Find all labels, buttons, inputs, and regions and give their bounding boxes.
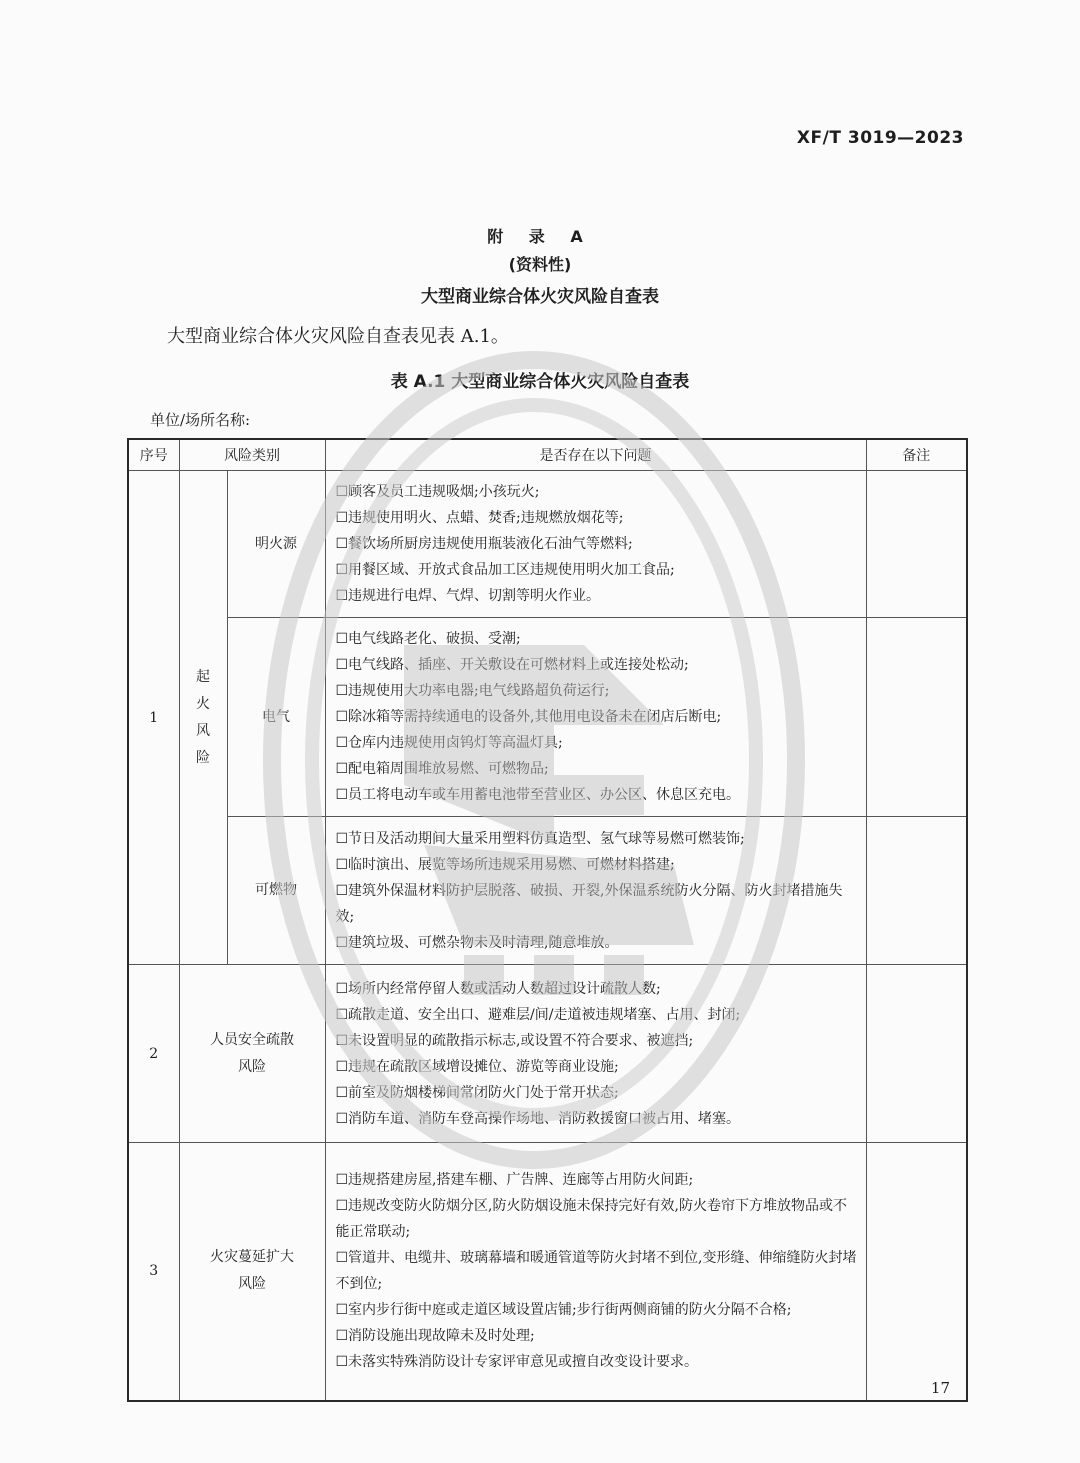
check-item: ☐违规搭建房屋,搭建车棚、广告牌、连廊等占用防火间距;	[335, 1172, 694, 1189]
header-remark: 备注	[866, 439, 967, 471]
check-item: ☐室内步行街中庭或走道区域设置店铺;步行街两侧商铺的防火分隔不合格;	[335, 1302, 792, 1319]
table-row	[128, 1143, 967, 1401]
check-items	[325, 1143, 866, 1401]
check-item: ☐餐饮场所厨房违规使用瓶装液化石油气等燃料;	[335, 536, 633, 552]
appendix-title: 附 录 A	[487, 227, 593, 246]
standard-code: XF/T 3019—2023	[796, 128, 964, 148]
check-items	[325, 471, 866, 618]
check-item: ☐消防设施出现故障未及时处理;	[335, 1328, 535, 1345]
remark-cell	[866, 965, 967, 1143]
header-question: 是否存在以下问题	[325, 439, 866, 471]
unit-name-label: 单位/场所名称:	[150, 411, 251, 429]
check-item: ☐电气线路老化、破损、受潮;	[335, 631, 521, 647]
check-item: ☐违规使用明火、点蜡、焚香;违规燃放烟花等;	[335, 510, 624, 526]
check-item: ☐违规在疏散区域增设摊位、游览等商业设施;	[335, 1058, 619, 1075]
page-number: 17	[930, 1379, 950, 1397]
risk-category: 人员安全疏散 风险	[179, 965, 325, 1143]
check-item: ☐违规改变防火防烟分区,防火防烟设施未保持完好有效,防火卷帘下方堆放物品或不能正常联动;	[335, 1198, 847, 1241]
check-item: ☐员工将电动车或车用蓄电池带至营业区、办公区、休息区充电。	[335, 787, 741, 803]
table-row	[128, 618, 967, 817]
check-item: ☐疏散走道、安全出口、避难层/间/走道被违规堵塞、占用、封闭;	[335, 1006, 741, 1023]
check-item: ☐配电箱周围堆放易燃、可燃物品;	[335, 761, 549, 777]
check-item: ☐建筑垃圾、可燃杂物未及时清理,随意堆放。	[335, 934, 619, 951]
row-seq: 1	[128, 471, 179, 965]
row-seq: 2	[128, 965, 179, 1143]
intro-paragraph: 大型商业综合体火灾风险自查表见表 A.1。	[167, 326, 509, 347]
check-item: ☐未落实特殊消防设计专家评审意见或擅自改变设计要求。	[335, 1354, 699, 1371]
check-item: ☐电气线路、插座、开关敷设在可燃材料上或连接处松动;	[335, 657, 689, 673]
check-item: ☐顾客及员工违规吸烟;小孩玩火;	[335, 484, 540, 500]
check-item: ☐仓库内违规使用卤钨灯等高温灯具;	[335, 735, 563, 751]
check-item: ☐违规进行电焊、气焊、切割等明火作业。	[335, 588, 601, 604]
check-item: ☐建筑外保温材料防护层脱落、破损、开裂,外保温系统防火分隔、防火封堵措施失效;	[335, 882, 843, 925]
risk-subcategory: 可燃物	[227, 817, 325, 965]
table-header-row	[128, 439, 967, 471]
check-item: ☐违规使用大功率电器;电气线路超负荷运行;	[335, 683, 610, 699]
check-item: ☐前室及防烟楼梯间常闭防火门处于常开状态;	[335, 1084, 619, 1101]
table-row	[128, 965, 967, 1143]
risk-category-vertical: 起 火 风 险	[179, 471, 227, 965]
check-item: ☐管道井、电缆井、玻璃幕墙和暖通管道等防火封堵不到位,变形缝、伸缩缝防火封堵不到位;	[335, 1250, 857, 1293]
check-item: ☐临时演出、展览等场所违规采用易燃、可燃材料搭建;	[335, 856, 675, 873]
check-item: ☐未设置明显的疏散指示标志,或设置不符合要求、被遮挡;	[335, 1032, 694, 1049]
check-items	[325, 817, 866, 965]
table-row	[128, 817, 967, 965]
remark-cell	[866, 1143, 967, 1401]
table-row	[128, 471, 967, 618]
appendix-name: 大型商业综合体火灾风险自查表	[421, 287, 659, 307]
risk-checklist-table	[127, 438, 968, 1402]
check-items	[325, 965, 866, 1143]
check-items	[325, 618, 866, 817]
check-item: ☐用餐区域、开放式食品加工区违规使用明火加工食品;	[335, 562, 675, 578]
header-seq: 序号	[128, 439, 179, 471]
table-caption: 表 A.1 大型商业综合体火灾风险自查表	[390, 372, 690, 392]
header-category: 风险类别	[179, 439, 325, 471]
remark-cell	[866, 817, 967, 965]
risk-subcategory: 电气	[227, 618, 325, 817]
check-item: ☐场所内经常停留人数或活动人数超过设计疏散人数;	[335, 980, 661, 997]
risk-category: 火灾蔓延扩大 风险	[179, 1143, 325, 1401]
risk-subcategory: 明火源	[227, 471, 325, 618]
check-item: ☐除冰箱等需持续通电的设备外,其他用电设备未在闭店后断电;	[335, 709, 722, 725]
row-seq: 3	[128, 1143, 179, 1401]
appendix-type: (资料性)	[508, 255, 572, 274]
remark-cell	[866, 618, 967, 817]
check-item: ☐节日及活动期间大量采用塑料仿真造型、氢气球等易燃可燃装饰;	[335, 830, 745, 847]
remark-cell	[866, 471, 967, 618]
check-item: ☐消防车道、消防车登高操作场地、消防救援窗口被占用、堵塞。	[335, 1110, 741, 1127]
